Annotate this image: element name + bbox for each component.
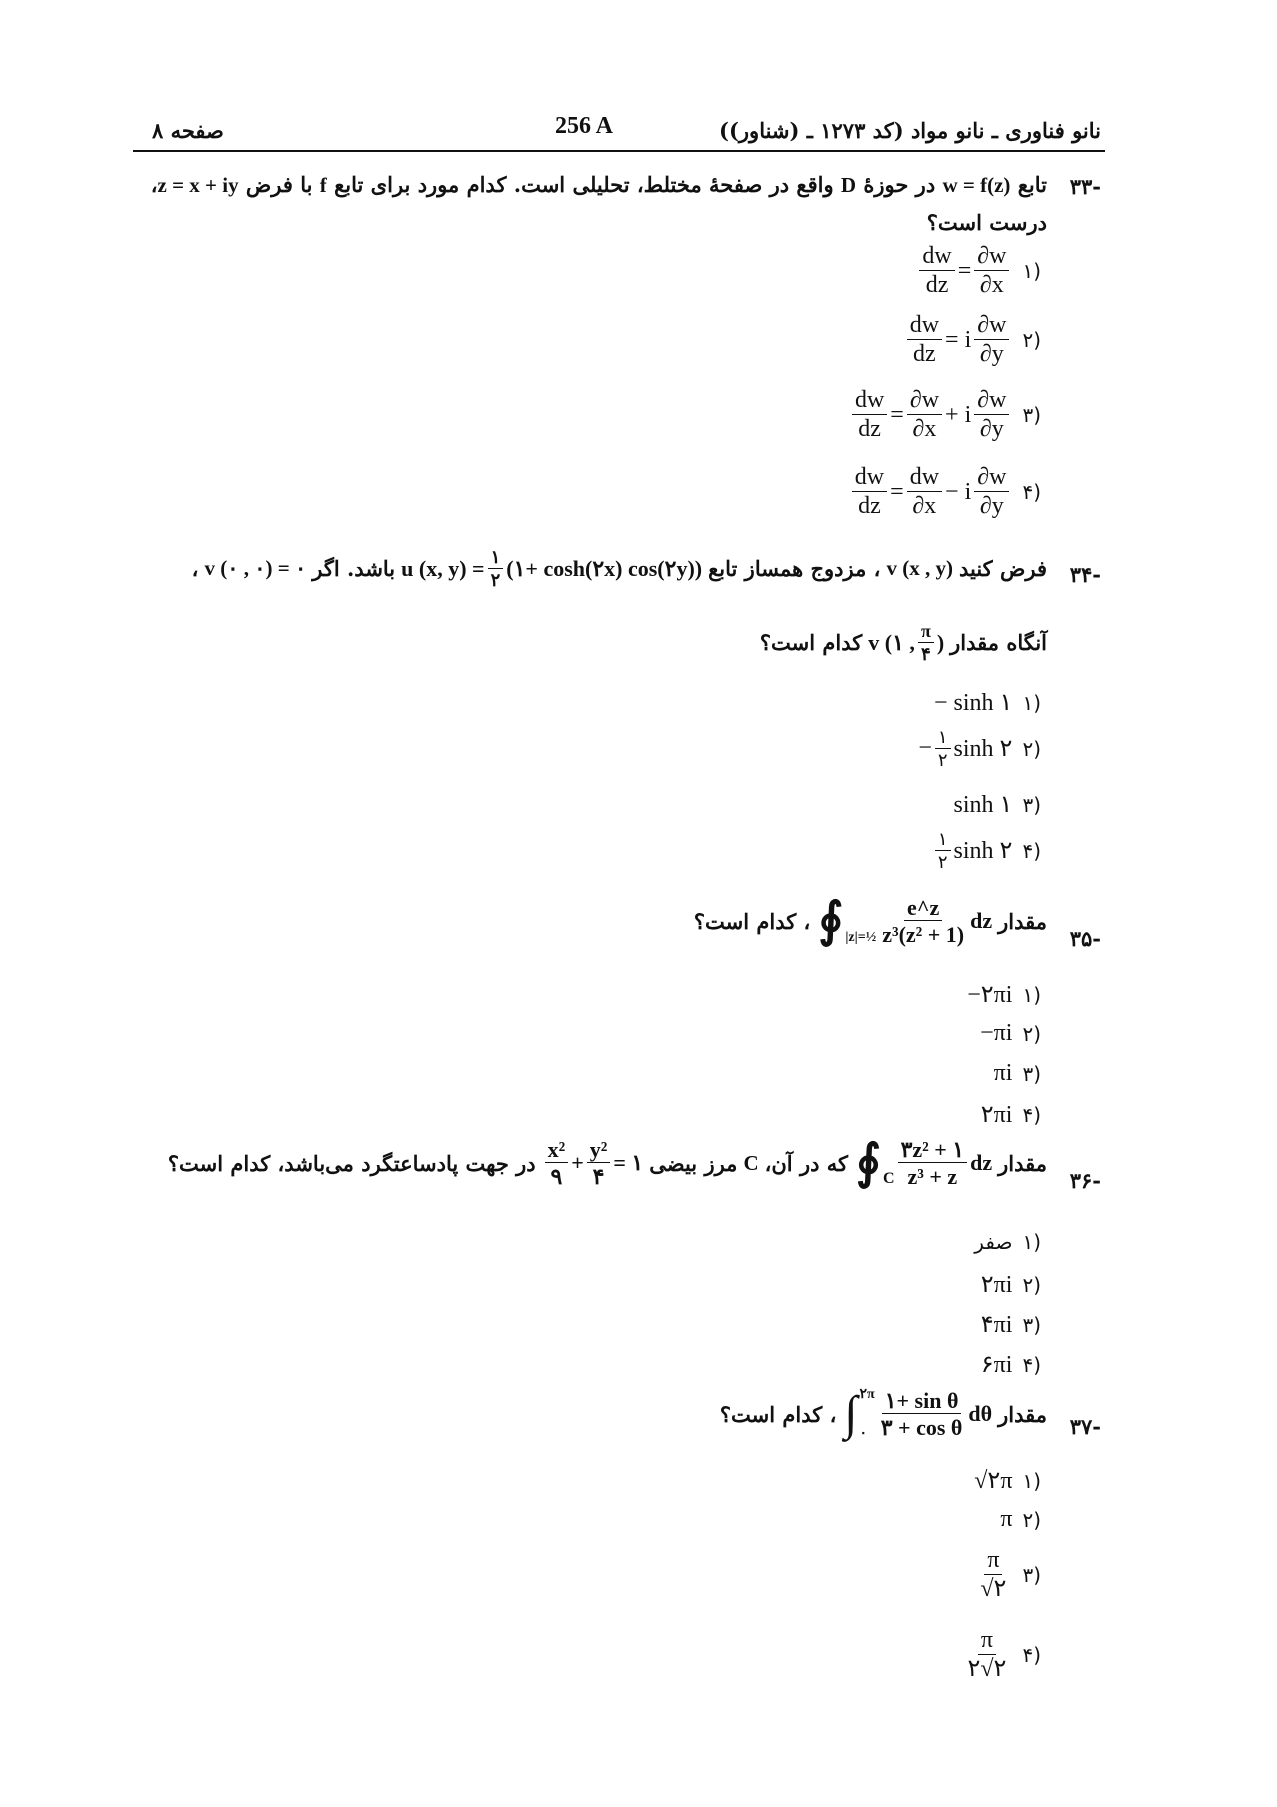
q35-option-4[interactable]: (۴ ۲πi xyxy=(980,1102,1041,1128)
contour-integral-icon: ∮ xyxy=(818,894,844,948)
q33-option-3[interactable]: (۳ $\frac{dw}{dz}$ = $\frac{\partial w}{\partial x}$ + i $\frac{\partial w}{\partial y}$ xyxy=(849,388,1041,442)
question-33-number: -۳۳ xyxy=(1069,174,1101,199)
question-33-stem-line2: درست است؟ xyxy=(926,210,1047,235)
question-34-stem: فرض کنید v (x , y) ، مزدوج همساز تابع u (x, y) = $\frac{۱}{۲}$ (۱+ cosh(۲x) cos(۲y)) باشد. اگر v (۰ , ۰) = ۰ ، xyxy=(191,547,1047,590)
q37-option-3[interactable]: (۳ $\frac{\pi}{√۲}$ xyxy=(980,1547,1041,1603)
question-34-stem-line2: آنگاه مقدار v (۱ , $\frac{\pi}{۴}$ ) کدام است؟ xyxy=(759,621,1047,664)
page-number: صفحه ۸ xyxy=(152,118,224,143)
question-35-number: -۳۵ xyxy=(1069,926,1101,951)
q34-option-2[interactable]: (۲ − $\frac{۱}{۲}$ sinh ۲ xyxy=(918,727,1041,770)
header-divider xyxy=(133,150,1105,152)
q33-option-2[interactable]: (۲ $\frac{dw}{dz}$ = i $\frac{\partial w}{\partial y}$ xyxy=(904,313,1041,367)
question-37-number: -۳۷ xyxy=(1069,1414,1101,1439)
q35-option-2[interactable]: (۲ −πi xyxy=(980,1020,1041,1046)
question-36-number: -۳۶ xyxy=(1069,1168,1101,1193)
q36-option-1[interactable]: (۱ صفر xyxy=(974,1230,1041,1254)
q35-option-3[interactable]: (۳ πi xyxy=(993,1060,1041,1086)
q34-option-1[interactable]: (۱ − sinh ۱ xyxy=(934,690,1041,716)
integral-icon: ∫ xyxy=(844,1387,858,1440)
q33-option-4[interactable]: (۴ $\frac{dw}{dz}$ = $\frac{dw}{\partial x}$ − i $\frac{\partial w}{\partial y}$ xyxy=(849,465,1041,519)
q37-option-4[interactable]: (۴ $\frac{\pi}{۲√۲}$ xyxy=(967,1627,1041,1683)
question-35-stem: مقدار ∮ |z|=½ $\frac{e\^{}z}{\text{z³(z² + 1)}}$ dz ، کدام است؟ xyxy=(693,894,1047,948)
q37-option-1[interactable]: (۱ √۲π xyxy=(974,1468,1041,1494)
q34-option-3[interactable]: (۳ sinh ۱ xyxy=(953,792,1041,818)
q34-option-4[interactable]: (۴ $\frac{۱}{۲}$ sinh ۲ xyxy=(932,830,1041,872)
q35-option-1[interactable]: (۱ −۲πi xyxy=(967,982,1041,1008)
contour-integral-icon: ∮ xyxy=(856,1136,882,1190)
exam-title: نانو فناوری ـ نانو مواد (کد ۱۲۷۳ ـ (شناور)) xyxy=(719,118,1101,143)
q36-option-3[interactable]: (۳ ۴πi xyxy=(980,1312,1041,1338)
question-33-stem: تابع w = f(z) در حوزهٔ D واقع در صفحهٔ مختلط، تحلیلی است. کدام مورد برای تابع f با فرض z = x + iy، xyxy=(150,172,1047,197)
question-34-number: -۳۴ xyxy=(1069,562,1101,587)
question-37-stem: مقدار ∫ ۲π ۰ $\frac{\text{۱+ sin θ}}{\text{۳ + cos θ}}$ dθ ، کدام است؟ xyxy=(719,1387,1047,1441)
booklet-code: 256 A xyxy=(555,113,614,139)
q36-option-4[interactable]: (۴ ۶πi xyxy=(980,1352,1041,1378)
q36-option-2[interactable]: (۲ ۲πi xyxy=(980,1272,1041,1298)
q37-option-2[interactable]: (۲ π xyxy=(1000,1506,1041,1532)
question-36-stem: مقدار ∮ C $\frac{\text{۳z² + ۱}}{\text{z³ + z}}$ dz که در آن، C مرز بیضی $\frac{\text{x²}}{۹}$ + $\frac{\text{y²}}{۴}$ = ۱ در جهت پادساعتگرد می‌باشد، کدام است؟ xyxy=(167,1136,1047,1190)
q33-option-1[interactable]: (۱ $\frac{dw}{dz}$ = $\frac{\partial w}{\partial x}$ xyxy=(916,244,1041,298)
